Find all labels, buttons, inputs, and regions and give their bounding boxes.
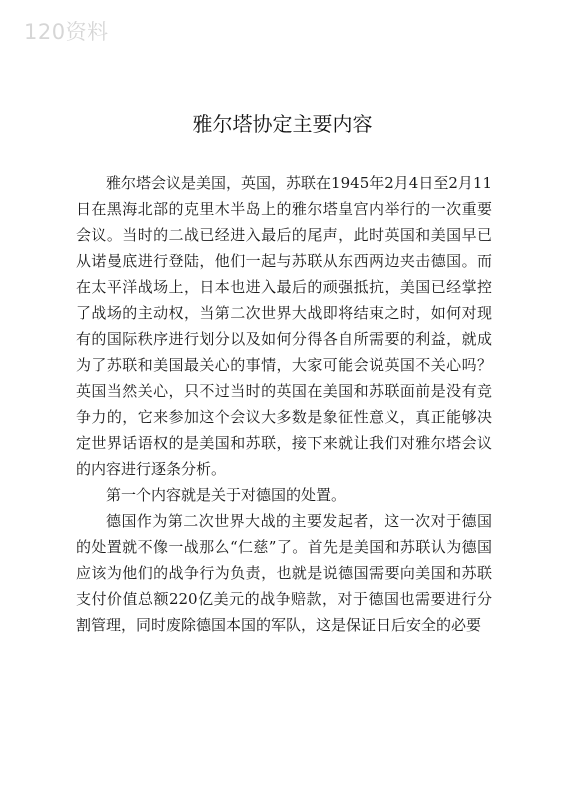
paragraph-first-item: 第一个内容就是关于对德国的处置。 xyxy=(106,486,347,504)
paragraph-intro: 雅尔塔会议是美国，英国，苏联在1945年2月4日至2月11日在黑海北部的克里木半岛上的雅尔塔皇宫内举行的一次重要会议。当时的二战已经进入最后的尾声，此时英国和美国早已从诺曼底进行登陆，他们一起与苏联从东西两边夹击德国。而在太平洋战场上，日本也进入最后的顽强抵抗，美国已经掌控了战场的主动权，当第二次世界大战即将结束之时，如何对现有的国际秩序进行划分以及如何分得各自所需要的利益，就成为了苏联和美国最关心的事情，大家可能会说英国不关心吗？英国当然关心，只不过当时的英国在美国和苏联面前是没有竞争力的，它来参加这个会议大多数是象征性意义，真正能够决定世界话语权的是美国和苏联，接下来就让我们对雅尔塔会议的内容进行逐条分析。 xyxy=(76,174,492,478)
document-title: 雅尔塔协定主要内容 xyxy=(192,112,373,136)
paragraph-germany: 德国作为第二次世界大战的主要发起者，这一次对于德国的处置就不像一战那么“仁慈”了。首先是美国和苏联认为德国应该为他们的战争行为负责，也就是说德国需要向美国和苏联支付价值总额220亿美元的战争赔款，对于德国也需要进行分割管理，同时废除德国本国的军队，这是保证日后安全的必要 xyxy=(76,512,492,634)
document-body xyxy=(76,170,492,638)
watermark: 120资料 xyxy=(24,20,109,44)
